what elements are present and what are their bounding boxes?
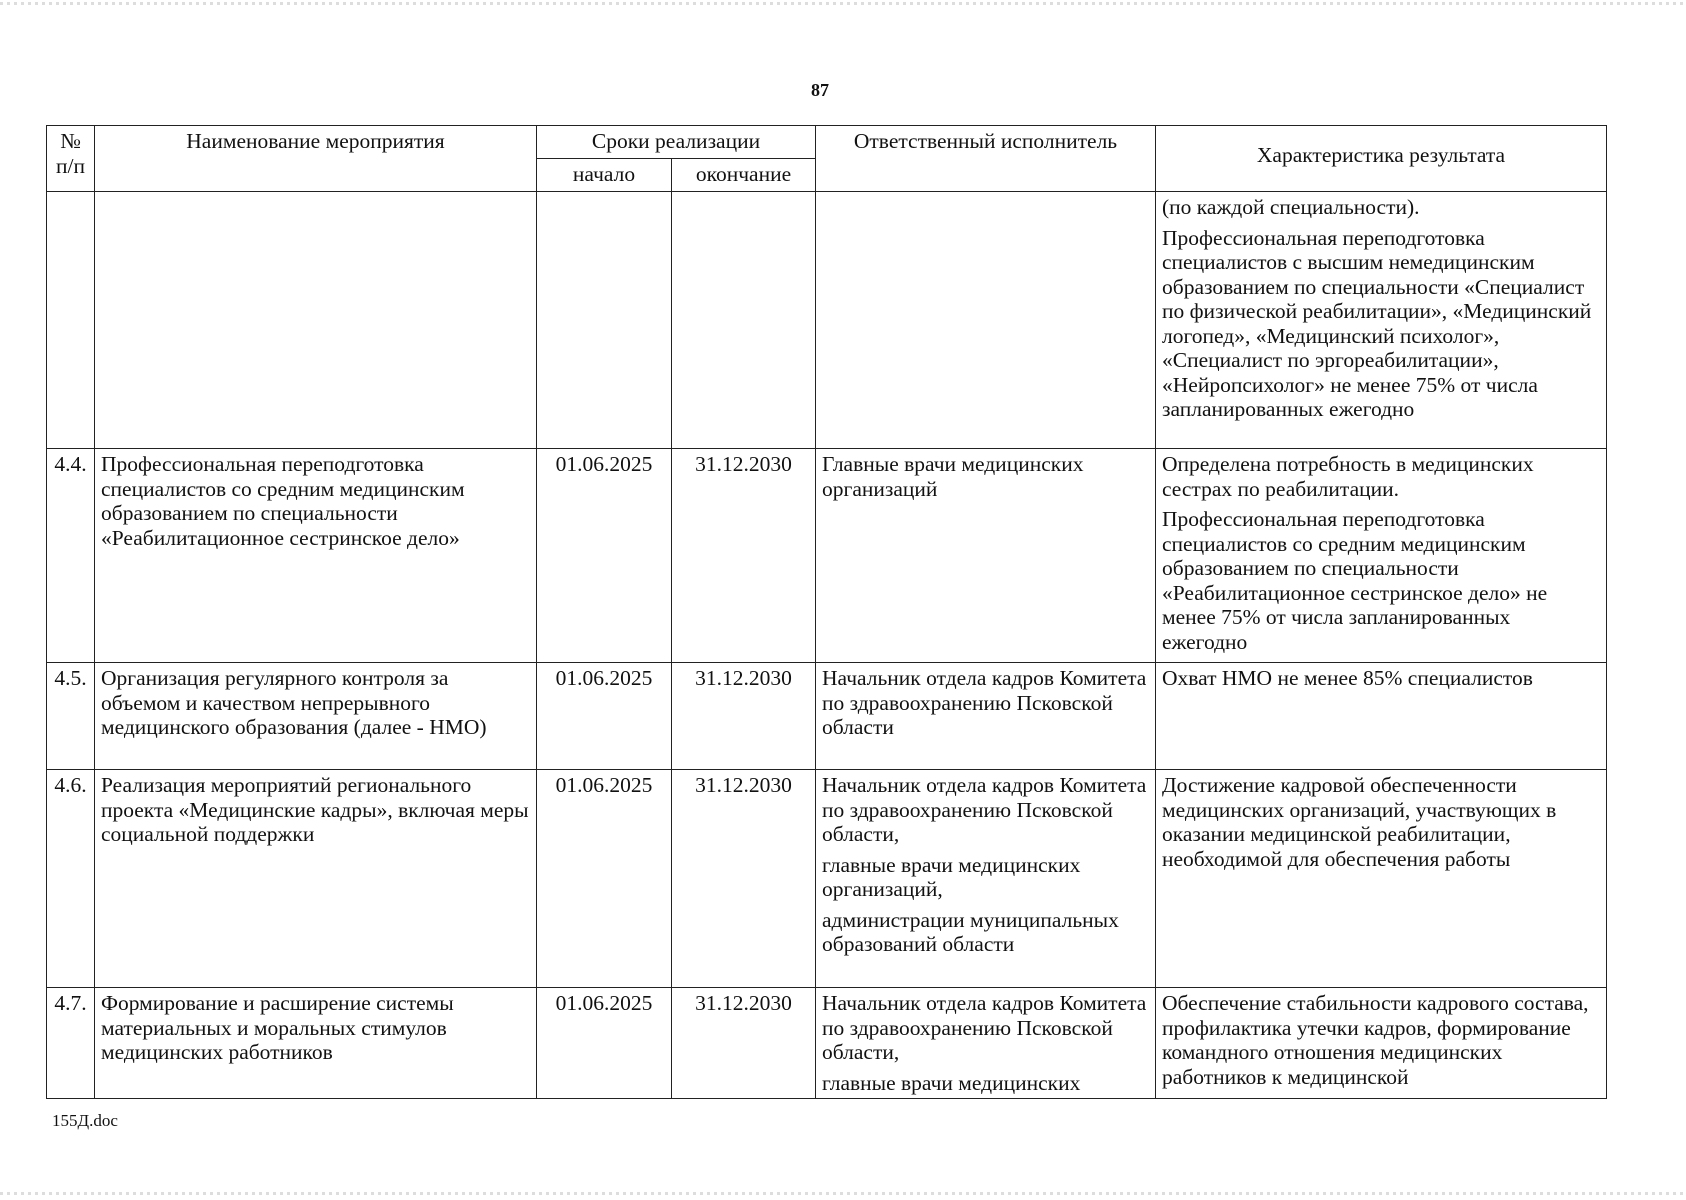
row-num: 4.6. xyxy=(47,770,95,988)
header-terms: Сроки реализации xyxy=(537,126,816,159)
table-row xyxy=(47,988,1607,1099)
row-responsible xyxy=(816,663,1156,770)
row-name: Формирование и расширение системы материальных и моральных стимулов медицинских работников xyxy=(95,988,537,1099)
responsible-paragraph: Начальник отдела кадров Комитета по здравоохранению Псковской области, xyxy=(822,991,1147,1064)
responsible-paragraph: Главные врачи медицинских организаций xyxy=(822,452,1084,501)
row-num xyxy=(47,192,95,449)
result-paragraph: Профессиональная переподготовка специалистов со средним медицинским образованием по специальности «Реабилитационное сестринское дело» не менее 75% от числа запланированных ежегодно xyxy=(1162,507,1548,654)
header-result: Характеристика результата xyxy=(1156,126,1607,192)
row-result xyxy=(1156,663,1607,770)
row-num: 4.5. xyxy=(47,663,95,770)
row-end: 31.12.2030 xyxy=(672,449,816,663)
row-result xyxy=(1156,770,1607,988)
result-paragraph: Профессиональная переподготовка специалистов с высшим немедицинским образованием по специальности «Специалист по физической реабилитации», «Медицинский логопед», «Медицинский психолог», «Специалист по эргореабилитации», «Нейропсихолог» не менее 75% от числа запланированных ежегодно xyxy=(1162,225,1592,421)
row-end: 31.12.2030 xyxy=(672,663,816,770)
result-paragraph: Обеспечение стабильности кадрового состава, профилактика утечки кадров, формирование командного отношения медицинских работников к медицинской xyxy=(1162,991,1589,1089)
row-name: Организация регулярного контроля за объемом и качеством непрерывного медицинского образования (далее - НМО) xyxy=(95,663,537,770)
result-paragraph: (по каждой специальности). xyxy=(1162,195,1420,219)
table-row xyxy=(47,770,1607,988)
row-responsible xyxy=(816,770,1156,988)
row-start: 01.06.2025 xyxy=(537,770,672,988)
row-responsible xyxy=(816,192,1156,449)
page-number: 87 xyxy=(811,80,829,100)
scan-edge-top xyxy=(0,2,1686,5)
row-start: 01.06.2025 xyxy=(537,663,672,770)
row-responsible xyxy=(816,449,1156,663)
row-end: 31.12.2030 xyxy=(672,770,816,988)
footer-filename: 155Д.doc xyxy=(52,1111,118,1130)
responsible-paragraph: главные врачи медицинских xyxy=(822,1070,1081,1095)
header-end: окончание xyxy=(672,159,816,192)
row-result xyxy=(1156,988,1607,1099)
row-responsible xyxy=(816,988,1156,1099)
header-start: начало xyxy=(537,159,672,192)
header-name: Наименование мероприятия xyxy=(95,126,537,192)
row-num: 4.4. xyxy=(47,449,95,663)
responsible-paragraph: Начальник отдела кадров Комитета по здравоохранению Псковской области, xyxy=(822,773,1147,846)
row-num: 4.7. xyxy=(47,988,95,1099)
responsible-paragraph: администрации муниципальных образований области xyxy=(822,907,1119,956)
activities-table xyxy=(46,125,1607,1099)
scan-edge-bottom xyxy=(0,1192,1686,1195)
result-paragraph: Охват НМО не менее 85% специалистов xyxy=(1162,666,1533,690)
row-result xyxy=(1156,449,1607,663)
row-start xyxy=(537,192,672,449)
row-name xyxy=(95,192,537,449)
result-paragraph: Достижение кадровой обеспеченности медицинских организаций, участвующих в оказании медицинской реабилитации, необходимой для обеспечения работы xyxy=(1162,773,1557,871)
row-name: Профессиональная переподготовка специалистов со средним медицинским образованием по специальности «Реабилитационное сестринское дело» xyxy=(95,449,537,663)
row-end xyxy=(672,192,816,449)
responsible-paragraph: Начальник отдела кадров Комитета по здравоохранению Псковской области xyxy=(822,666,1147,739)
row-name: Реализация мероприятий регионального проекта «Медицинские кадры», включая меры социальной поддержки xyxy=(95,770,537,988)
table-row xyxy=(47,192,1607,449)
row-start: 01.06.2025 xyxy=(537,988,672,1099)
result-paragraph: Определена потребность в медицинских сестрах по реабилитации. xyxy=(1162,452,1534,501)
table-row xyxy=(47,449,1607,663)
row-end: 31.12.2030 xyxy=(672,988,816,1099)
header-num: № п/п xyxy=(47,126,95,192)
responsible-paragraph: главные врачи медицинских организаций, xyxy=(822,852,1081,901)
row-result xyxy=(1156,192,1607,449)
header-responsible: Ответственный исполнитель xyxy=(816,126,1156,192)
table-row xyxy=(47,663,1607,770)
row-start: 01.06.2025 xyxy=(537,449,672,663)
